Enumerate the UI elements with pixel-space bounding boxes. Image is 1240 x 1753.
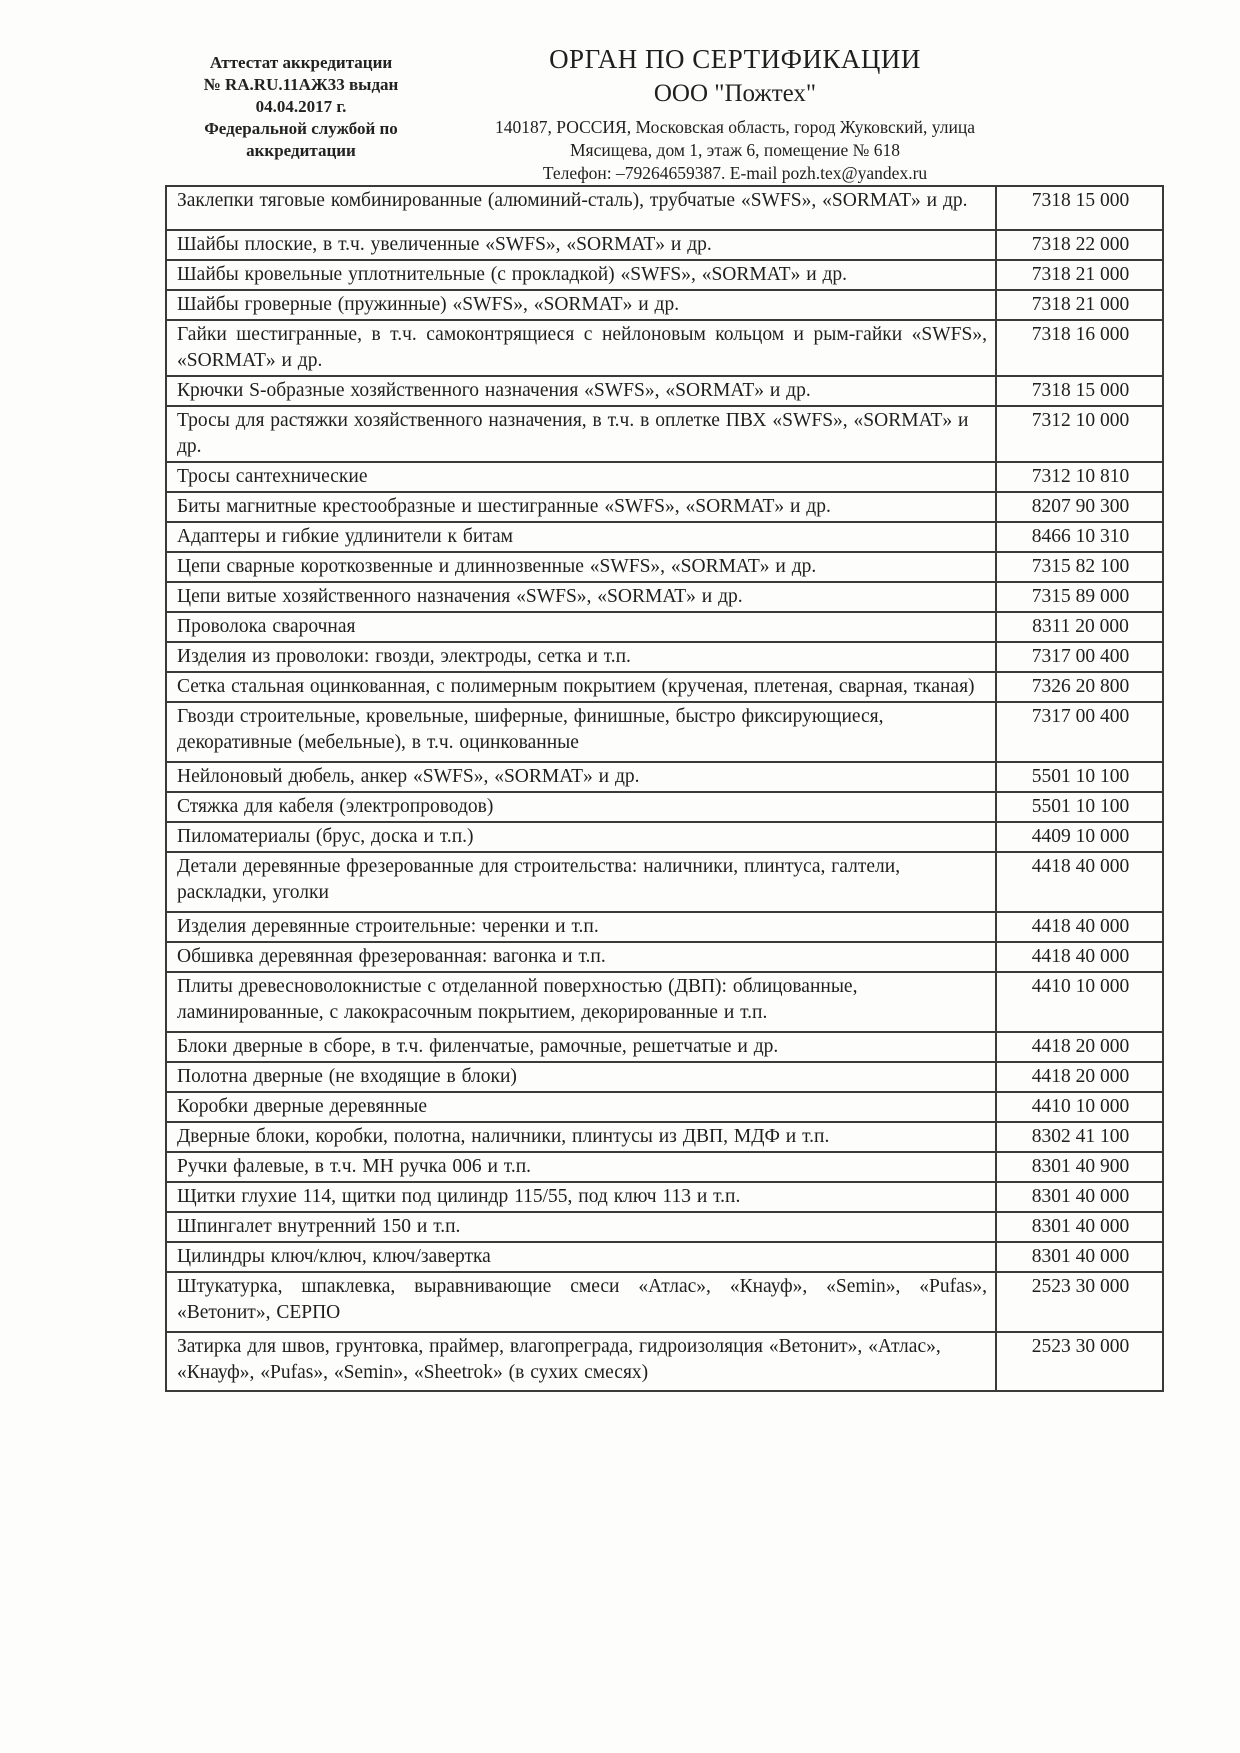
item-description: Крючки S-образные хозяйственного назначения «SWFS», «SORMAT» и др. bbox=[166, 376, 996, 406]
accreditation-line: аккредитации bbox=[246, 141, 356, 160]
table-row bbox=[166, 1092, 1163, 1122]
org-address-line-1: 140187, РОССИЯ, Московская область, город Жуковский, улица bbox=[495, 117, 975, 137]
item-code: 4418 40 000 bbox=[996, 912, 1163, 942]
item-code: 2523 30 000 bbox=[996, 1332, 1163, 1391]
item-description: Обшивка деревянная фрезерованная: вагонка и т.п. bbox=[166, 942, 996, 972]
item-code: 7318 21 000 bbox=[996, 260, 1163, 290]
item-description: Дверные блоки, коробки, полотна, наличники, плинтусы из ДВП, МДФ и т.п. bbox=[166, 1122, 996, 1152]
item-description: Шайбы плоские, в т.ч. увеличенные «SWFS», «SORMAT» и др. bbox=[166, 230, 996, 260]
table-row bbox=[166, 1122, 1163, 1152]
table-row bbox=[166, 822, 1163, 852]
item-description: Гвозди строительные, кровельные, шиферные, финишные, быстро фиксирующиеся, декоративные (мебельные), в т.ч. оцинкованные bbox=[166, 702, 996, 762]
accreditation-line: Федеральной службой по bbox=[204, 119, 398, 138]
item-description: Заклепки тяговые комбинированные (алюминий-сталь), трубчатые «SWFS», «SORMAT» и др. bbox=[166, 186, 996, 230]
accreditation-line: № RA.RU.11АЖ33 выдан bbox=[203, 75, 399, 94]
item-code: 7318 21 000 bbox=[996, 290, 1163, 320]
item-code: 7318 15 000 bbox=[996, 186, 1163, 230]
item-code: 8301 40 000 bbox=[996, 1242, 1163, 1272]
table-row bbox=[166, 492, 1163, 522]
item-description: Нейлоновый дюбель, анкер «SWFS», «SORMAT» и др. bbox=[166, 762, 996, 792]
table-row bbox=[166, 642, 1163, 672]
item-code: 7317 00 400 bbox=[996, 702, 1163, 762]
table-row bbox=[166, 942, 1163, 972]
table-row bbox=[166, 1242, 1163, 1272]
table-row bbox=[166, 406, 1163, 462]
item-code: 4410 10 000 bbox=[996, 972, 1163, 1032]
item-code: 7315 89 000 bbox=[996, 582, 1163, 612]
table-row bbox=[166, 320, 1163, 376]
item-code: 5501 10 100 bbox=[996, 792, 1163, 822]
item-description: Шпингалет внутренний 150 и т.п. bbox=[166, 1212, 996, 1242]
item-code: 8311 20 000 bbox=[996, 612, 1163, 642]
item-description: Полотна дверные (не входящие в блоки) bbox=[166, 1062, 996, 1092]
table-row bbox=[166, 792, 1163, 822]
item-description: Цепи витые хозяйственного назначения «SWFS», «SORMAT» и др. bbox=[166, 582, 996, 612]
item-description: Блоки дверные в сборе, в т.ч. филенчатые, рамочные, решетчатые и др. bbox=[166, 1032, 996, 1062]
item-description: Затирка для швов, грунтовка, праймер, влагопреграда, гидроизоляция «Ветонит», «Атлас», «Кнауф», «Pufas», «Semin», «Sheetrok» (в сухих смесях) bbox=[166, 1332, 996, 1391]
table-row bbox=[166, 582, 1163, 612]
org-contact-line: Телефон: –79264659387. E-mail pozh.tex@yandex.ru bbox=[542, 163, 928, 183]
item-code: 4418 20 000 bbox=[996, 1032, 1163, 1062]
item-description: Адаптеры и гибкие удлинители к битам bbox=[166, 522, 996, 552]
table-row bbox=[166, 1332, 1163, 1391]
item-description: Тросы сантехнические bbox=[166, 462, 996, 492]
item-code: 7315 82 100 bbox=[996, 552, 1163, 582]
item-code: 7326 20 800 bbox=[996, 672, 1163, 702]
table-row bbox=[166, 376, 1163, 406]
accreditation-line: Аттестат аккредитации bbox=[209, 53, 393, 72]
table-row bbox=[166, 852, 1163, 912]
item-description: Изделия из проволоки: гвозди, электроды, сетка и т.п. bbox=[166, 642, 996, 672]
item-code: 7318 22 000 bbox=[996, 230, 1163, 260]
table-row bbox=[166, 612, 1163, 642]
item-description: Тросы для растяжки хозяйственного назначения, в т.ч. в оплетке ПВХ «SWFS», «SORMAT» и др. bbox=[166, 406, 996, 462]
item-code: 7318 15 000 bbox=[996, 376, 1163, 406]
table-row bbox=[166, 672, 1163, 702]
table-row bbox=[166, 1032, 1163, 1062]
item-code: 4410 10 000 bbox=[996, 1092, 1163, 1122]
item-description: Детали деревянные фрезерованные для строительства: наличники, плинтуса, галтели, раскладки, уголки bbox=[166, 852, 996, 912]
table-row bbox=[166, 1182, 1163, 1212]
item-code: 8207 90 300 bbox=[996, 492, 1163, 522]
table-row bbox=[166, 1152, 1163, 1182]
org-name: ООО "Пожтех" bbox=[653, 80, 817, 107]
item-code: 7318 16 000 bbox=[996, 320, 1163, 376]
table-row bbox=[166, 972, 1163, 1032]
org-address-line-2: Мясищева, дом 1, этаж 6, помещение № 618 bbox=[570, 140, 900, 160]
item-code: 4418 20 000 bbox=[996, 1062, 1163, 1092]
item-code: 8302 41 100 bbox=[996, 1122, 1163, 1152]
item-description: Шайбы гроверные (пружинные) «SWFS», «SORMAT» и др. bbox=[166, 290, 996, 320]
item-code: 5501 10 100 bbox=[996, 762, 1163, 792]
item-code: 4409 10 000 bbox=[996, 822, 1163, 852]
table-row bbox=[166, 462, 1163, 492]
table-row bbox=[166, 1272, 1163, 1332]
table-row bbox=[166, 230, 1163, 260]
item-description: Плиты древесноволокнистые с отделанной поверхностью (ДВП): облицованные, ламинированные, с лакокрасочным покрытием, декорированные и т.п. bbox=[166, 972, 996, 1032]
item-description: Биты магнитные крестообразные и шестигранные «SWFS», «SORMAT» и др. bbox=[166, 492, 996, 522]
item-description: Сетка стальная оцинкованная, с полимерным покрытием (крученая, плетеная, сварная, тканая) bbox=[166, 672, 996, 702]
item-code: 8301 40 900 bbox=[996, 1152, 1163, 1182]
item-description: Коробки дверные деревянные bbox=[166, 1092, 996, 1122]
table-row bbox=[166, 762, 1163, 792]
item-description: Штукатурка, шпаклевка, выравнивающие смеси «Атлас», «Кнауф», «Semin», «Pufas», «Ветонит», СЕРПО bbox=[166, 1272, 996, 1332]
item-description: Щитки глухие 114, щитки под цилиндр 115/55, под ключ 113 и т.п. bbox=[166, 1182, 996, 1212]
item-description: Пиломатериалы (брус, доска и т.п.) bbox=[166, 822, 996, 852]
items-table bbox=[165, 185, 1164, 1392]
item-description: Проволока сварочная bbox=[166, 612, 996, 642]
table-row bbox=[166, 186, 1163, 230]
item-description: Стяжка для кабеля (электропроводов) bbox=[166, 792, 996, 822]
item-description: Шайбы кровельные уплотнительные (с прокладкой) «SWFS», «SORMAT» и др. bbox=[166, 260, 996, 290]
item-code: 7317 00 400 bbox=[996, 642, 1163, 672]
items-table-body bbox=[166, 186, 1163, 1391]
certification-body-header bbox=[420, 44, 1050, 185]
item-code: 4418 40 000 bbox=[996, 852, 1163, 912]
item-code: 8301 40 000 bbox=[996, 1182, 1163, 1212]
table-row bbox=[166, 1212, 1163, 1242]
accreditation-line: 04.04.2017 г. bbox=[255, 97, 347, 116]
item-code: 4418 40 000 bbox=[996, 942, 1163, 972]
item-description: Изделия деревянные строительные: черенки и т.п. bbox=[166, 912, 996, 942]
item-code: 7312 10 000 bbox=[996, 406, 1163, 462]
item-code: 8466 10 310 bbox=[996, 522, 1163, 552]
item-code: 2523 30 000 bbox=[996, 1272, 1163, 1332]
table-row bbox=[166, 522, 1163, 552]
table-row bbox=[166, 912, 1163, 942]
table-row bbox=[166, 290, 1163, 320]
table-row bbox=[166, 1062, 1163, 1092]
item-description: Ручки фалевые, в т.ч. МН ручка 006 и т.п. bbox=[166, 1152, 996, 1182]
org-title: ОРГАН ПО СЕРТИФИКАЦИИ bbox=[549, 44, 921, 74]
item-code: 8301 40 000 bbox=[996, 1212, 1163, 1242]
accreditation-block bbox=[176, 52, 426, 162]
item-description: Гайки шестигранные, в т.ч. самоконтрящиеся с нейлоновым кольцом и рым-гайки «SWFS», «SORMAT» и др. bbox=[166, 320, 996, 376]
item-code: 7312 10 810 bbox=[996, 462, 1163, 492]
table-row bbox=[166, 552, 1163, 582]
item-description: Цилиндры ключ/ключ, ключ/завертка bbox=[166, 1242, 996, 1272]
table-row bbox=[166, 702, 1163, 762]
table-row bbox=[166, 260, 1163, 290]
item-description: Цепи сварные короткозвенные и длиннозвенные «SWFS», «SORMAT» и др. bbox=[166, 552, 996, 582]
